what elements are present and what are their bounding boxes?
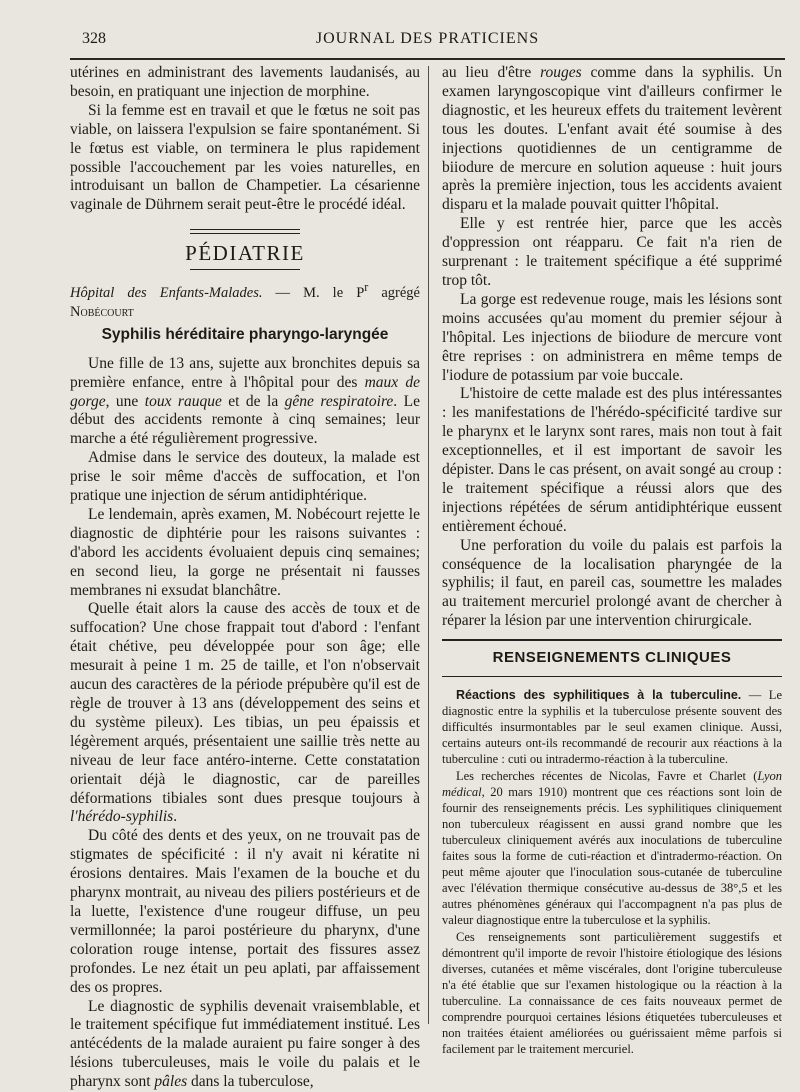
paragraph: La gorge est redevenue rouge, mais les lésions sont moins accusées qu'au moment du premier séjour à l'hôpital. Les injections de biiodure de mercure vont être reprises : on administrera en même temps de l'iodure de potassium par voie buccale. [442, 290, 782, 384]
author-name: Nobécourt [70, 303, 134, 320]
page-header [70, 30, 785, 50]
paragraph: Les recherches récentes de Nicolas, Favre et Charlet (Lyon médical, 20 mars 1910) montrent que ces réactions sont loin de fournir des renseignements précis. Les syphilitiques cliniquement non tuberculeux réagissent en aussi grand nombre que les tuberculeux cliniquement avérés aux inoculations de tuberculine faites sous la forme de cuti-réaction et d'intradermo-réaction. On peut même ajouter que l'inoculation sous-cutanée de tuberculine avec l'élévation thermique consécutive au-dessus de 38°,5 et les autres phénomènes généraux qui l'accompagnent n'a pas plus de valeur diagnostique entre la tuberculose et la syphilis. [442, 768, 782, 928]
section-rule [442, 639, 782, 641]
paragraph: Si la femme est en travail et que le fœtus ne soit pas viable, on laissera l'expulsion se faire spontanément. Si le fœtus est viable, on terminera le plus rapidement possible l'accouchement par les voies naturelles, en introduisant un ballon de Champetier. La césarienne vaginale de Dührnem serait peut-être le procédé idéal. [70, 101, 420, 214]
paragraph: Elle y est rentrée hier, parce que les accès d'oppression ont réapparu. Ce fait n'a rien de surprenant : le traitement spécifique a été supprimé trop tôt. [442, 215, 782, 289]
paragraph: Le diagnostic de syphilis devenait vraisemblable, et le traitement spécifique fut immédiatement institué. Les antécédents de la malade auraient pu faire songer à des lésions tuberculeuses, mais le voile du palais et le pharynx sont pâles dans la tuberculose, [70, 997, 420, 1091]
note-heading: Réactions des syphilitiques à la tuberculine. [456, 688, 742, 703]
section-title-renseignements: RENSEIGNEMENTS CLINIQUES [492, 649, 732, 667]
column-divider [428, 66, 429, 1024]
paragraph: Une perforation du voile du palais est parfois la conséquence de la localisation pharyngée de la syphilis; il faut, en pareil cas, soumettre les malades au traitement mercuriel prolongé avant de chercher à réparer la lésion par une intervention chirurgicale. [442, 536, 782, 630]
paragraph: Quelle était alors la cause des accès de toux et de suffocation? Une chose frappait tout d'abord : l'enfant était chétive, peu développée pour son âge; elle mesurait à peine 1 m. 25 de taille, et l'on n'observait aucun des caractères de la période prépubère qu'il est de règle de trouver à 13 ans (développement des seins et du système pileux). Les tibias, un peu épaissis et légèrement arqués, présentaient une saillie très nette au niveau de leur face antéro-interne. Cette constatation orientait déjà le diagnostic, car de pareilles déformations tibiales sont dues presque toujours à l'hérédo-syphilis. [70, 600, 420, 826]
section-rule [442, 676, 782, 677]
article-title: Syphilis héréditaire pharyngo-laryngée [101, 325, 389, 343]
paragraph: L'histoire de cette malade est des plus intéressantes : les manifestations de l'hérédo-spécificité tardive sur le pharynx et le larynx sont rares, mais non tout à fait exceptionnelles, et il est important de savoir les dépister. Dans le cas présent, on avait songé au croup : le traitement spécifique a réussi alors que des injections répétées de sérum antidiphtérique eussent entièrement échoué. [442, 385, 782, 535]
paragraph: Une fille de 13 ans, sujette aux bronchites depuis sa première enfance, entre à l'hôpital pour des maux de gorge, une toux rauque et de la gêne respiratoire. Le début des accidents remonte à cinq semaines; leur marche a été régulièrement progressive. [70, 354, 420, 448]
paragraph: au lieu d'être rouges comme dans la syphilis. Un examen laryngoscopique vint d'ailleurs confirmer le diagnostic, et les heureux effets du traitement levèrent tous les doutes. L'enfant avait été soumise à des injections quotidiennes de un centigramme de biiodure de mercure en solution aqueuse : huit jours après la première injection, tous les accidents avaient disparu et la malade pouvait quitter l'hôpital. [442, 64, 782, 214]
paragraph: utérines en administrant des lavements laudanisés, au besoin, en pratiquant une injection de morphine. [70, 64, 420, 100]
hospital-name: Hôpital des Enfants-Malades. [70, 284, 263, 301]
paragraph: Réactions des syphilitiques à la tuberculine. — Le diagnostic entre la syphilis et la tuberculose présente souvent des difficultés insurmontables par le seul examen clinique. Aussi, certains auteurs ont-ils recommandé de recourir aux réactions à la tuberculine : cuti ou intradermo-réaction à la tuberculine. [442, 688, 782, 767]
right-column [442, 64, 782, 1057]
section-rule [190, 269, 300, 270]
left-column [70, 64, 420, 1092]
paragraph: Du côté des dents et des yeux, on ne trouvait pas de stigmates de spécificité : il n'y avait ni kératite ni érosions dentaires. Mais l'examen de la bouche et du pharynx montrait, au niveau des piliers postérieurs et de la luette, l'existence d'une rougeur diffuse, un peu vermillonnée; la paroi postérieure du pharynx, d'une coloration rouge intense, portait des fissures assez profondes. Le nez était un peu aplati, par affaissement des os propres. [70, 827, 420, 996]
paragraph: Ces renseignements sont particulièrement suggestifs et démontrent qu'il importe de revoir l'histoire étiologique des lésions diverses, cutanées et même viscérales, dont l'origine tuberculeuse n'a été établie que sur l'examen histologique ou la réaction à la tuberculine. La connaissance de ces faits nouveaux permet de comprendre pourquoi certaines lésions étiquetées tuberculeuses et non traitées étaient améliorées ou guérissaient même parfois si facilement par le traitement mercuriel. [442, 929, 782, 1057]
page-number: 328 [82, 30, 106, 47]
paragraph: Le lendemain, après examen, M. Nobécourt rejette le diagnostic de diphtérie pour les raisons suivantes : d'abord les accidents évoluaient depuis cinq semaines; en second lieu, la gorge ne présentait ni fausses membranes ni exsudat blanchâtre. [70, 505, 420, 599]
article-source: Hôpital des Enfants-Malades. — M. le $P^r$ agrégé Nobécourt [70, 280, 420, 320]
journal-title: JOURNAL DES PRATICIENS [315, 30, 540, 47]
section-title-pediatrie: PÉDIATRIE [185, 241, 305, 266]
clinical-notes [442, 687, 782, 1057]
section-rule [190, 229, 300, 234]
paragraph: Admise dans le service des douteux, la malade est prise le soir même d'accès de suffocation, et l'on pratique une injection de sérum antidiphtérique. [70, 449, 420, 505]
header-rule [70, 58, 785, 60]
